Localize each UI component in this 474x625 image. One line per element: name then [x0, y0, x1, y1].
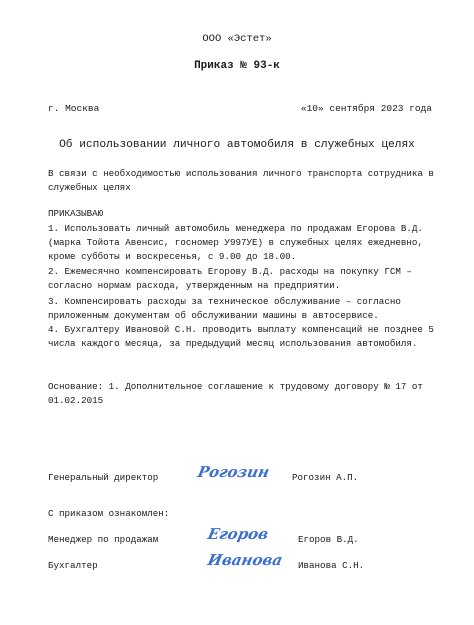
accountant-position: Бухгалтер — [48, 560, 98, 571]
manager-position: Менеджер по продажам — [48, 534, 159, 545]
order-date: «10» сентября 2023 года — [300, 103, 432, 114]
manager-name: Егоров В.Д. — [298, 534, 359, 545]
basis-paragraph: Основание: 1. Дополнительное соглашение к трудовому договору № 17 от 01.02.2015 — [48, 381, 423, 406]
order-item-2: 2. Ежемесячно компенсировать Егорову В.Д. расходы на покупку ГСМ – согласно нормам расхода, утвержденным на предприятии. — [48, 266, 412, 291]
director-name: Рогозин А.П. — [292, 472, 359, 483]
order-subject: Об использовании личного автомобиля в служебных целях — [59, 139, 415, 151]
acquainted-label: С приказом ознакомлен: — [48, 508, 170, 519]
order-item-1: 1. Использовать личный автомобиль менеджера по продажам Егорова В.Д. (марка Тойота Авенсис, госномер У997УЕ) в служебных целях ежедневно, кроме субботы и воскресенья, с 9.00 до 18.00. — [48, 223, 423, 262]
accountant-name: Иванова С.Н. — [298, 560, 365, 571]
order-word: ПРИКАЗЫВАЮ — [48, 208, 104, 219]
city: г. Москва — [48, 103, 100, 114]
organization-name: ООО «Эстет» — [202, 33, 272, 45]
intro-paragraph: В связи с необходимостью использования личного транспорта сотрудника в служебных целях — [48, 168, 434, 193]
accountant-signature: Иванова — [206, 551, 285, 569]
order-item-4: 4. Бухгалтеру Ивановой С.Н. проводить выплату компенсаций не позднее 5 числа каждого месяца, за предыдущий месяц использования автомобиля. — [48, 324, 434, 349]
manager-signature: Егоров — [206, 525, 271, 543]
director-signature: Рогозин — [196, 463, 272, 481]
director-position: Генеральный директор — [48, 472, 159, 483]
order-title: Приказ № 93-к — [194, 60, 280, 72]
order-item-3: 3. Компенсировать расходы за техническое обслуживание – согласно приложенным документам об обслуживании машины в автосервисе. — [48, 296, 401, 321]
